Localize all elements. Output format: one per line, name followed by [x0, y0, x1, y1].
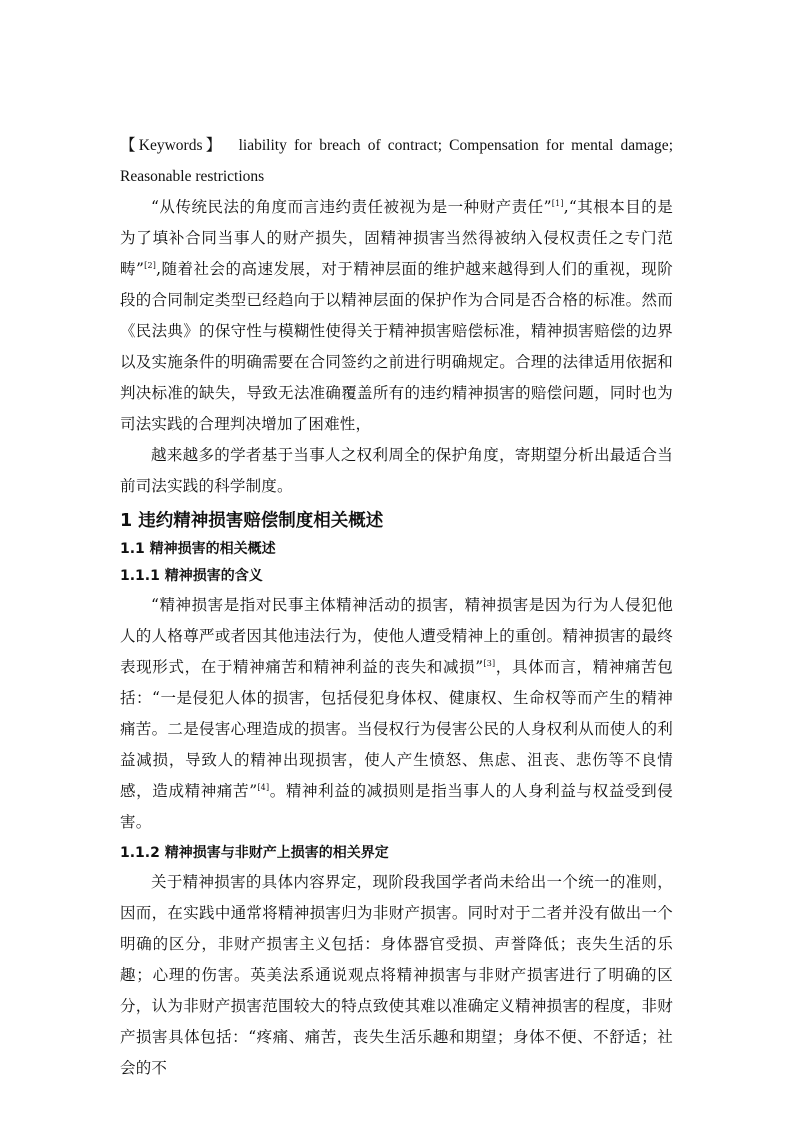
section-1-heading: 1 违约精神损害赔偿制度相关概述 — [120, 511, 384, 531]
citation-2: [2] — [144, 260, 157, 270]
intro-paragraph-2: 越来越多的学者基于当事人之权利周全的保护角度，寄期望分析出最适合当前司法实践的科学制度。 — [120, 446, 673, 495]
section-1-1-1-paragraph — [120, 590, 673, 838]
section-1-1-1-heading: 1.1.1 精神损害的含义 — [120, 568, 263, 584]
section-1-1-2-heading: 1.1.2 精神损害与非财产上损害的相关界定 — [120, 845, 389, 861]
section-1-1-2-paragraph: 关于精神损害的具体内容界定，现阶段我国学者尚未给出一个统一的准则，因而，在实践中通常将精神损害归为非财产损害。同时对于二者并没有做出一个明确的区分，非财产损害主义包括：身体器官受损、声誉降低；丧失生活的乐趣；心理的伤害。英美法系通说观点将精神损害与非财产损害进行了明确的区分，认为非财产损害范围较大的特点致使其难以准确定义精神损害的程度，非财产损害具体包括：“疼痛、痛苦，丧失生活乐趣和期望；身体不便、不舒适；社会的不 — [120, 873, 673, 1077]
keywords-label: 【Keywords】 — [120, 137, 225, 154]
keywords-paragraph — [120, 130, 673, 192]
citation-1: [1] — [551, 198, 564, 208]
intro-p1-text-c: ,随着社会的高速发展，对于精神层面的维护越来越得到人们的重视，现阶段的合同制定类型已经趋向于以精神层面的保护作为合同是否合格的标准。然而《民法典》的保守性与模糊性使得关于精神损害赔偿标准，精神损害赔偿的边界以及实施条件的明确需要在合同签约之前进行明确规定。合理的法律适用依据和判决标准的缺失，导致无法准确覆盖所有的违约精神损害的赔偿问题，同时也为司法实践的合理判决增加了困难性， — [120, 260, 674, 433]
intro-paragraph-1 — [120, 192, 673, 440]
s111-text-a: “精神损害是指对民事主体精神活动的损害，精神损害是因为行为人侵犯他人的人格尊严或者因其他违法行为，使他人遭受精神上的重创。精神损害的最终表现形式，在于精神痛苦和精神利益的丧失和减损” — [120, 596, 673, 676]
keywords-text: liability for breach of contract; Compensation for mental damage; Reasonable restrictions — [120, 137, 673, 185]
s111-text-c: 。精神利益的减损则是指当事人的人身利益与权益受到侵害。 — [120, 782, 673, 831]
section-1-1-heading: 1.1 精神损害的相关概述 — [120, 541, 276, 557]
citation-4: [4] — [257, 782, 270, 792]
citation-3: [3] — [483, 658, 496, 668]
s111-text-b: ，具体而言，精神痛苦包括：“一是侵犯人体的损害，包括侵犯身体权、健康权、生命权等而产生的精神痛苦。二是侵害心理造成的损害。当侵权行为侵害公民的人身权利从而使人的利益减损，导致人的精神出现损害，使人产生愤怒、焦虑、沮丧、悲伤等不良情感，造成精神痛苦” — [120, 658, 674, 800]
intro-p1-text-a: “从传统民法的角度而言违约责任被视为是一种财产责任” — [151, 198, 552, 216]
intro-p1-text-b: ,“其根本目的是为了填补合同当事人的财产损失，固精神损害当然得被纳入侵权责任之专门范畴” — [120, 198, 673, 278]
